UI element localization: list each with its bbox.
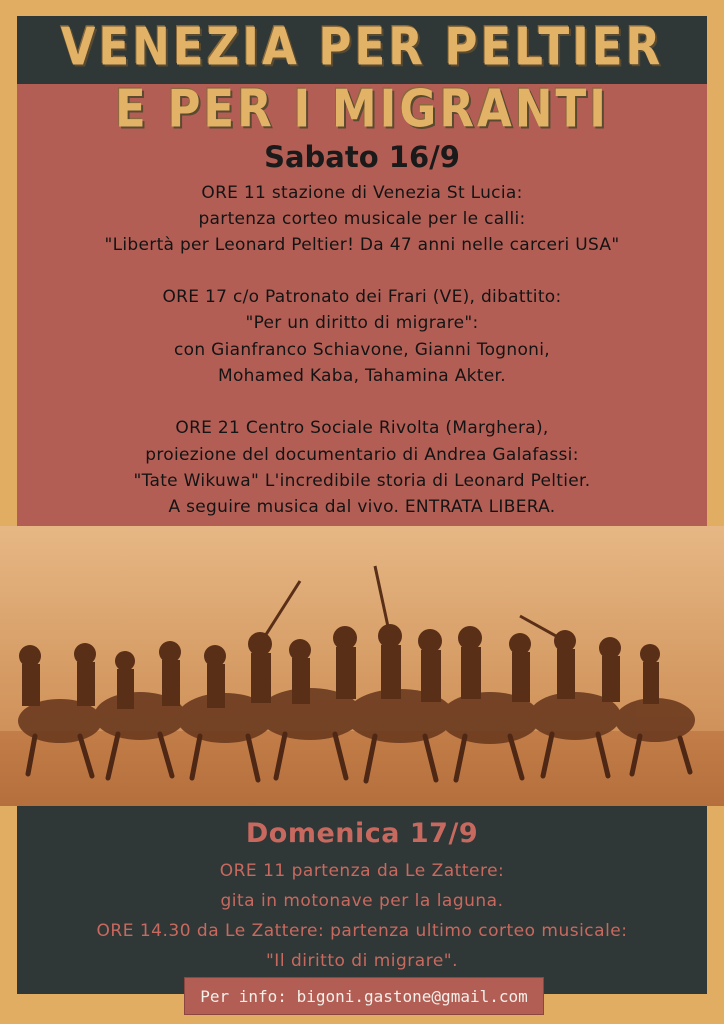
- saturday-line: "Per un diritto di migrare":: [245, 313, 479, 333]
- sunday-line: ORE 11 partenza da Le Zattere:: [219, 861, 505, 881]
- saturday-line: proiezione del documentario di Andrea Galafassi:: [145, 445, 579, 465]
- saturday-line: ORE 17 c/o Patronato dei Frari (VE), dibattito:: [162, 287, 562, 307]
- saturday-heading: Sabato 16/9: [264, 140, 460, 174]
- saturday-line: ORE 21 Centro Sociale Rivolta (Marghera),: [175, 418, 549, 438]
- saturday-line: "Tate Wikuwa" L'incredibile storia di Leonard Peltier.: [133, 471, 591, 491]
- poster-title-line-1: VENEZIA PER PELTIER: [60, 16, 664, 77]
- saturday-line: A seguire musica dal vivo. ENTRATA LIBERA.: [168, 497, 556, 517]
- poster-title-line-2: E PER I MIGRANTI: [115, 78, 609, 139]
- sunday-line: "Il diritto di migrare".: [265, 951, 459, 971]
- saturday-line: "Libertà per Leonard Peltier! Da 47 anni nelle carceri USA": [104, 235, 620, 255]
- saturday-line: con Gianfranco Schiavone, Gianni Tognoni,: [174, 340, 550, 360]
- sunday-line: gita in motonave per la laguna.: [220, 891, 504, 911]
- sepia-photo-horse-riders: [0, 526, 724, 806]
- sunday-line: ORE 14.30 da Le Zattere: partenza ultimo corteo musicale:: [96, 921, 628, 941]
- saturday-line: partenza corteo musicale per le calli:: [198, 209, 526, 229]
- saturday-line: ORE 11 stazione di Venezia St Lucia:: [201, 183, 523, 203]
- saturday-line: Mohamed Kaba, Tahamina Akter.: [218, 366, 506, 386]
- sunday-heading: Domenica 17/9: [245, 818, 479, 849]
- info-email-box: Per info: bigoni.gastone@gmail.com: [184, 977, 544, 1015]
